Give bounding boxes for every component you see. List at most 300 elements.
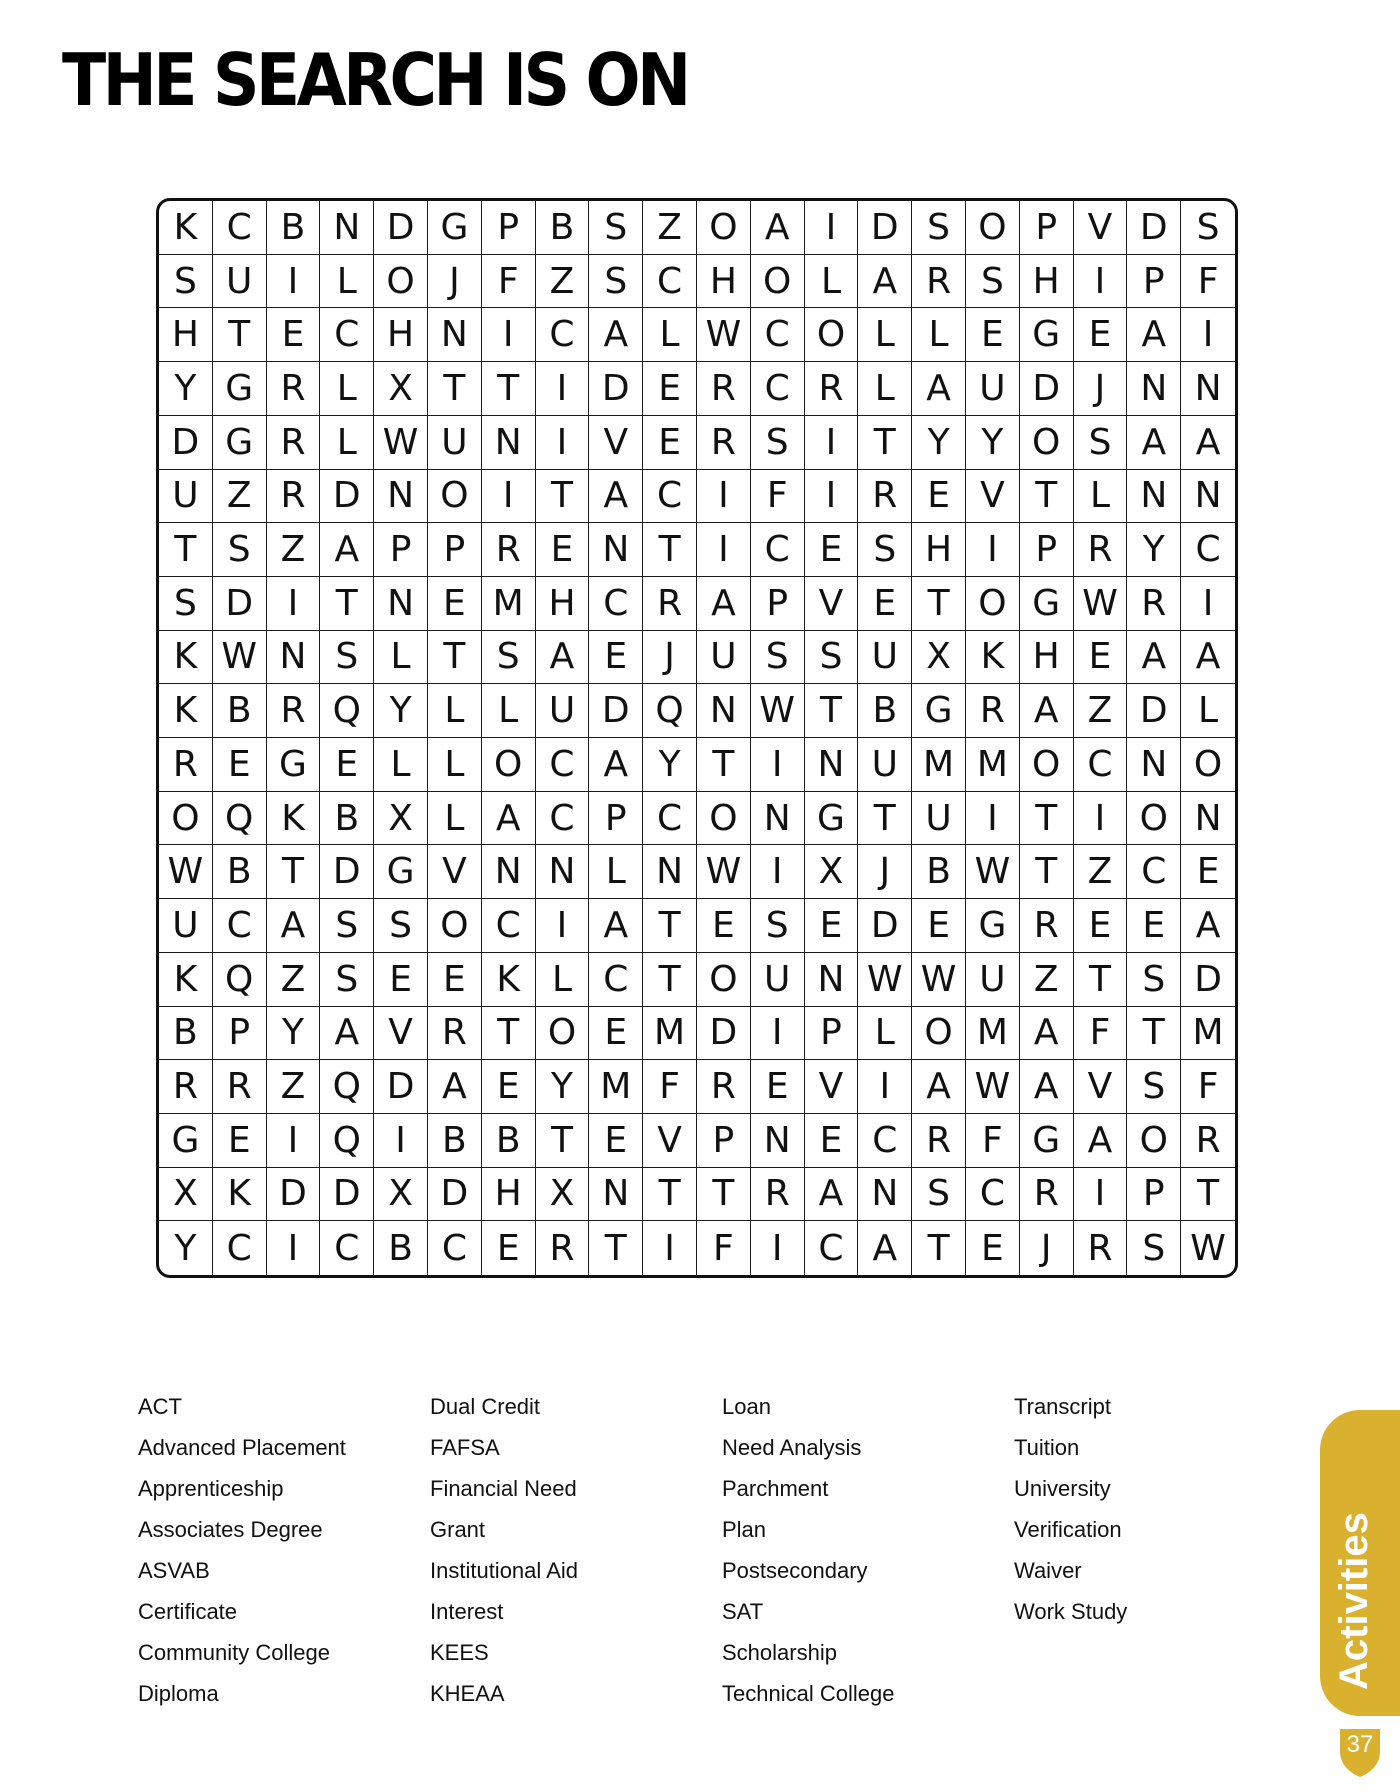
grid-cell[interactable]: E [536, 523, 590, 577]
grid-cell[interactable]: Z [536, 255, 590, 309]
grid-cell[interactable]: R [536, 1221, 590, 1275]
grid-cell[interactable]: A [805, 1168, 859, 1222]
grid-cell[interactable]: L [482, 684, 536, 738]
grid-cell[interactable]: F [482, 255, 536, 309]
grid-cell[interactable]: C [428, 1221, 482, 1275]
grid-cell[interactable]: D [1181, 953, 1235, 1007]
grid-cell[interactable]: C [751, 308, 805, 362]
grid-cell[interactable]: N [1127, 738, 1181, 792]
grid-cell[interactable]: U [213, 255, 267, 309]
grid-cell[interactable]: I [267, 1114, 321, 1168]
grid-cell[interactable]: C [966, 1168, 1020, 1222]
grid-cell[interactable]: T [482, 362, 536, 416]
grid-cell[interactable]: N [374, 577, 428, 631]
grid-cell[interactable]: S [482, 631, 536, 685]
grid-cell[interactable]: U [858, 738, 912, 792]
grid-cell[interactable]: V [1074, 1060, 1128, 1114]
grid-cell[interactable]: N [805, 738, 859, 792]
grid-cell[interactable]: O [966, 577, 1020, 631]
grid-cell[interactable]: Z [1074, 684, 1128, 738]
grid-cell[interactable]: B [267, 201, 321, 255]
grid-cell[interactable]: B [213, 684, 267, 738]
grid-cell[interactable]: C [1074, 738, 1128, 792]
grid-cell[interactable]: S [1127, 953, 1181, 1007]
grid-cell[interactable]: E [912, 470, 966, 524]
grid-cell[interactable]: H [159, 308, 213, 362]
grid-cell[interactable]: D [589, 362, 643, 416]
grid-cell[interactable]: R [697, 1060, 751, 1114]
grid-cell[interactable]: W [697, 308, 751, 362]
grid-cell[interactable]: P [1127, 255, 1181, 309]
grid-cell[interactable]: T [697, 738, 751, 792]
grid-cell[interactable]: B [482, 1114, 536, 1168]
grid-cell[interactable]: G [374, 845, 428, 899]
grid-cell[interactable]: I [697, 470, 751, 524]
grid-cell[interactable]: T [643, 1168, 697, 1222]
grid-cell[interactable]: T [267, 845, 321, 899]
grid-cell[interactable]: P [428, 523, 482, 577]
grid-cell[interactable]: T [858, 792, 912, 846]
grid-cell[interactable]: D [320, 1168, 374, 1222]
grid-cell[interactable]: O [1020, 416, 1074, 470]
grid-cell[interactable]: F [1181, 1060, 1235, 1114]
grid-cell[interactable]: N [589, 523, 643, 577]
grid-cell[interactable]: N [1181, 362, 1235, 416]
grid-cell[interactable]: N [374, 470, 428, 524]
grid-cell[interactable]: A [589, 899, 643, 953]
grid-cell[interactable]: D [374, 201, 428, 255]
grid-cell[interactable]: S [320, 953, 374, 1007]
grid-cell[interactable]: R [697, 416, 751, 470]
grid-cell[interactable]: E [1181, 845, 1235, 899]
grid-cell[interactable]: I [1074, 1168, 1128, 1222]
grid-cell[interactable]: P [1020, 523, 1074, 577]
grid-cell[interactable]: E [428, 577, 482, 631]
grid-cell[interactable]: E [1127, 899, 1181, 953]
grid-cell[interactable]: O [966, 201, 1020, 255]
grid-cell[interactable]: A [1127, 308, 1181, 362]
grid-cell[interactable]: E [805, 899, 859, 953]
grid-cell[interactable]: P [1020, 201, 1074, 255]
grid-cell[interactable]: T [428, 631, 482, 685]
grid-cell[interactable]: U [858, 631, 912, 685]
grid-cell[interactable]: R [1181, 1114, 1235, 1168]
grid-cell[interactable]: W [751, 684, 805, 738]
grid-cell[interactable]: I [751, 738, 805, 792]
grid-cell[interactable]: I [643, 1221, 697, 1275]
grid-cell[interactable]: N [805, 953, 859, 1007]
grid-cell[interactable]: K [159, 631, 213, 685]
grid-cell[interactable]: O [428, 899, 482, 953]
grid-cell[interactable]: E [213, 738, 267, 792]
grid-cell[interactable]: S [1074, 416, 1128, 470]
grid-cell[interactable]: E [589, 1007, 643, 1061]
grid-cell[interactable]: V [374, 1007, 428, 1061]
grid-cell[interactable]: S [1127, 1060, 1181, 1114]
grid-cell[interactable]: W [912, 953, 966, 1007]
grid-cell[interactable]: I [1074, 792, 1128, 846]
grid-cell[interactable]: S [805, 631, 859, 685]
grid-cell[interactable]: P [589, 792, 643, 846]
grid-cell[interactable]: I [858, 1060, 912, 1114]
grid-cell[interactable]: Q [213, 953, 267, 1007]
grid-cell[interactable]: E [966, 308, 1020, 362]
grid-cell[interactable]: L [805, 255, 859, 309]
grid-cell[interactable]: V [643, 1114, 697, 1168]
grid-cell[interactable]: V [428, 845, 482, 899]
grid-cell[interactable]: W [966, 845, 1020, 899]
grid-cell[interactable]: D [374, 1060, 428, 1114]
grid-cell[interactable]: C [589, 577, 643, 631]
grid-cell[interactable]: I [1074, 255, 1128, 309]
grid-cell[interactable]: J [1074, 362, 1128, 416]
grid-cell[interactable]: L [320, 362, 374, 416]
grid-cell[interactable]: I [966, 523, 1020, 577]
grid-cell[interactable]: G [213, 362, 267, 416]
grid-cell[interactable]: O [536, 1007, 590, 1061]
grid-cell[interactable]: Y [159, 1221, 213, 1275]
grid-cell[interactable]: V [966, 470, 1020, 524]
grid-cell[interactable]: C [1181, 523, 1235, 577]
grid-cell[interactable]: B [213, 845, 267, 899]
grid-cell[interactable]: E [1074, 308, 1128, 362]
grid-cell[interactable]: S [912, 1168, 966, 1222]
grid-cell[interactable]: B [912, 845, 966, 899]
grid-cell[interactable]: R [1074, 1221, 1128, 1275]
grid-cell[interactable]: B [159, 1007, 213, 1061]
grid-cell[interactable]: I [751, 1221, 805, 1275]
grid-cell[interactable]: A [1127, 416, 1181, 470]
grid-cell[interactable]: T [1181, 1168, 1235, 1222]
grid-cell[interactable]: D [1020, 362, 1074, 416]
grid-cell[interactable]: O [374, 255, 428, 309]
grid-cell[interactable]: N [1127, 470, 1181, 524]
grid-cell[interactable]: D [159, 416, 213, 470]
grid-cell[interactable]: A [589, 738, 643, 792]
grid-cell[interactable]: T [1127, 1007, 1181, 1061]
grid-cell[interactable]: N [1127, 362, 1181, 416]
grid-cell[interactable]: G [159, 1114, 213, 1168]
grid-cell[interactable]: X [374, 362, 428, 416]
grid-cell[interactable]: O [428, 470, 482, 524]
grid-cell[interactable]: C [1127, 845, 1181, 899]
grid-cell[interactable]: K [267, 792, 321, 846]
grid-cell[interactable]: D [428, 1168, 482, 1222]
grid-cell[interactable]: L [643, 308, 697, 362]
grid-cell[interactable]: V [805, 1060, 859, 1114]
grid-cell[interactable]: V [589, 416, 643, 470]
grid-cell[interactable]: D [697, 1007, 751, 1061]
grid-cell[interactable]: T [589, 1221, 643, 1275]
grid-cell[interactable]: A [536, 631, 590, 685]
grid-cell[interactable]: I [482, 470, 536, 524]
grid-cell[interactable]: M [589, 1060, 643, 1114]
grid-cell[interactable]: I [805, 470, 859, 524]
grid-cell[interactable]: A [1020, 1060, 1074, 1114]
grid-cell[interactable]: K [213, 1168, 267, 1222]
grid-cell[interactable]: A [1020, 684, 1074, 738]
grid-cell[interactable]: E [320, 738, 374, 792]
grid-cell[interactable]: W [374, 416, 428, 470]
grid-cell[interactable]: Q [643, 684, 697, 738]
grid-cell[interactable]: S [1127, 1221, 1181, 1275]
grid-cell[interactable]: R [751, 1168, 805, 1222]
grid-cell[interactable]: A [912, 362, 966, 416]
grid-cell[interactable]: O [751, 255, 805, 309]
grid-cell[interactable]: C [213, 1221, 267, 1275]
grid-cell[interactable]: Z [213, 470, 267, 524]
grid-cell[interactable]: E [482, 1060, 536, 1114]
grid-cell[interactable]: E [858, 577, 912, 631]
grid-cell[interactable]: C [536, 792, 590, 846]
grid-cell[interactable]: R [1074, 523, 1128, 577]
grid-cell[interactable]: J [858, 845, 912, 899]
grid-cell[interactable]: Z [267, 953, 321, 1007]
grid-cell[interactable]: I [1181, 577, 1235, 631]
grid-cell[interactable]: W [1074, 577, 1128, 631]
grid-cell[interactable]: G [805, 792, 859, 846]
grid-cell[interactable]: F [1074, 1007, 1128, 1061]
grid-cell[interactable]: T [213, 308, 267, 362]
grid-cell[interactable]: N [482, 416, 536, 470]
grid-cell[interactable]: C [643, 792, 697, 846]
grid-cell[interactable]: O [1020, 738, 1074, 792]
grid-cell[interactable]: I [536, 362, 590, 416]
grid-cell[interactable]: R [1127, 577, 1181, 631]
grid-cell[interactable]: S [213, 523, 267, 577]
grid-cell[interactable]: P [1127, 1168, 1181, 1222]
grid-cell[interactable]: I [697, 523, 751, 577]
grid-cell[interactable]: I [751, 1007, 805, 1061]
grid-cell[interactable]: E [1074, 899, 1128, 953]
grid-cell[interactable]: T [697, 1168, 751, 1222]
grid-cell[interactable]: I [751, 845, 805, 899]
grid-cell[interactable]: S [858, 523, 912, 577]
grid-cell[interactable]: W [159, 845, 213, 899]
grid-cell[interactable]: O [697, 201, 751, 255]
grid-cell[interactable]: S [374, 899, 428, 953]
grid-cell[interactable]: R [159, 738, 213, 792]
grid-cell[interactable]: I [267, 577, 321, 631]
grid-cell[interactable]: T [482, 1007, 536, 1061]
grid-cell[interactable]: C [751, 362, 805, 416]
grid-cell[interactable]: K [482, 953, 536, 1007]
grid-cell[interactable]: E [912, 899, 966, 953]
grid-cell[interactable]: W [966, 1060, 1020, 1114]
grid-cell[interactable]: T [643, 953, 697, 1007]
grid-cell[interactable]: I [374, 1114, 428, 1168]
grid-cell[interactable]: W [697, 845, 751, 899]
grid-cell[interactable]: N [320, 201, 374, 255]
grid-cell[interactable]: I [482, 308, 536, 362]
grid-cell[interactable]: F [697, 1221, 751, 1275]
grid-cell[interactable]: D [1127, 201, 1181, 255]
grid-cell[interactable]: G [1020, 577, 1074, 631]
grid-cell[interactable]: X [374, 1168, 428, 1222]
grid-cell[interactable]: S [912, 201, 966, 255]
grid-cell[interactable]: P [805, 1007, 859, 1061]
grid-cell[interactable]: S [751, 631, 805, 685]
grid-cell[interactable]: E [751, 1060, 805, 1114]
grid-cell[interactable]: L [536, 953, 590, 1007]
grid-cell[interactable]: Y [1127, 523, 1181, 577]
grid-cell[interactable]: C [751, 523, 805, 577]
grid-cell[interactable]: D [213, 577, 267, 631]
grid-cell[interactable]: X [159, 1168, 213, 1222]
grid-cell[interactable]: G [912, 684, 966, 738]
grid-cell[interactable]: S [320, 899, 374, 953]
grid-cell[interactable]: E [482, 1221, 536, 1275]
grid-cell[interactable]: S [159, 255, 213, 309]
grid-cell[interactable]: C [320, 308, 374, 362]
grid-cell[interactable]: O [159, 792, 213, 846]
grid-cell[interactable]: O [697, 953, 751, 1007]
grid-cell[interactable]: R [858, 470, 912, 524]
grid-cell[interactable]: J [428, 255, 482, 309]
grid-cell[interactable]: A [1181, 631, 1235, 685]
grid-cell[interactable]: A [697, 577, 751, 631]
grid-cell[interactable]: Q [320, 684, 374, 738]
grid-cell[interactable]: G [1020, 1114, 1074, 1168]
grid-cell[interactable]: N [536, 845, 590, 899]
grid-cell[interactable]: E [589, 1114, 643, 1168]
grid-cell[interactable]: I [805, 416, 859, 470]
grid-cell[interactable]: G [267, 738, 321, 792]
grid-cell[interactable]: U [159, 470, 213, 524]
grid-cell[interactable]: F [643, 1060, 697, 1114]
grid-cell[interactable]: C [805, 1221, 859, 1275]
grid-cell[interactable]: T [912, 577, 966, 631]
grid-cell[interactable]: W [213, 631, 267, 685]
grid-cell[interactable]: H [482, 1168, 536, 1222]
grid-cell[interactable]: L [320, 255, 374, 309]
grid-cell[interactable]: A [428, 1060, 482, 1114]
grid-cell[interactable]: O [805, 308, 859, 362]
grid-cell[interactable]: T [428, 362, 482, 416]
grid-cell[interactable]: L [858, 1007, 912, 1061]
grid-cell[interactable]: Y [374, 684, 428, 738]
grid-cell[interactable]: R [267, 362, 321, 416]
grid-cell[interactable]: R [267, 416, 321, 470]
grid-cell[interactable]: A [1181, 899, 1235, 953]
grid-cell[interactable]: N [1181, 470, 1235, 524]
grid-cell[interactable]: R [267, 684, 321, 738]
grid-cell[interactable]: A [320, 523, 374, 577]
grid-cell[interactable]: P [697, 1114, 751, 1168]
grid-cell[interactable]: R [1020, 899, 1074, 953]
grid-cell[interactable]: D [1127, 684, 1181, 738]
grid-cell[interactable]: G [1020, 308, 1074, 362]
grid-cell[interactable]: T [536, 470, 590, 524]
grid-cell[interactable]: A [482, 792, 536, 846]
grid-cell[interactable]: A [1020, 1007, 1074, 1061]
grid-cell[interactable]: M [1181, 1007, 1235, 1061]
grid-cell[interactable]: T [858, 416, 912, 470]
grid-cell[interactable]: F [751, 470, 805, 524]
grid-cell[interactable]: S [1181, 201, 1235, 255]
grid-cell[interactable]: R [213, 1060, 267, 1114]
grid-cell[interactable]: T [1020, 845, 1074, 899]
grid-cell[interactable]: T [1020, 792, 1074, 846]
grid-cell[interactable]: N [589, 1168, 643, 1222]
grid-cell[interactable]: P [751, 577, 805, 631]
grid-cell[interactable]: C [482, 899, 536, 953]
grid-cell[interactable]: N [482, 845, 536, 899]
grid-cell[interactable]: Z [267, 523, 321, 577]
grid-cell[interactable]: U [428, 416, 482, 470]
grid-cell[interactable]: R [482, 523, 536, 577]
grid-cell[interactable]: C [536, 308, 590, 362]
grid-cell[interactable]: U [536, 684, 590, 738]
grid-cell[interactable]: D [267, 1168, 321, 1222]
grid-cell[interactable]: K [159, 953, 213, 1007]
grid-cell[interactable]: C [536, 738, 590, 792]
grid-cell[interactable]: Y [912, 416, 966, 470]
grid-cell[interactable]: L [428, 792, 482, 846]
grid-cell[interactable]: Y [966, 416, 1020, 470]
grid-cell[interactable]: D [320, 470, 374, 524]
grid-cell[interactable]: N [751, 792, 805, 846]
grid-cell[interactable]: O [1127, 1114, 1181, 1168]
grid-cell[interactable]: A [1181, 416, 1235, 470]
grid-cell[interactable]: G [428, 201, 482, 255]
grid-cell[interactable]: L [858, 362, 912, 416]
grid-cell[interactable]: E [374, 953, 428, 1007]
grid-cell[interactable]: E [213, 1114, 267, 1168]
grid-cell[interactable]: D [858, 201, 912, 255]
grid-cell[interactable]: Z [643, 201, 697, 255]
grid-cell[interactable]: G [966, 899, 1020, 953]
grid-cell[interactable]: C [213, 201, 267, 255]
grid-cell[interactable]: R [643, 577, 697, 631]
grid-cell[interactable]: H [697, 255, 751, 309]
grid-cell[interactable]: B [858, 684, 912, 738]
grid-cell[interactable]: N [751, 1114, 805, 1168]
grid-cell[interactable]: N [643, 845, 697, 899]
grid-cell[interactable]: R [966, 684, 1020, 738]
grid-cell[interactable]: R [428, 1007, 482, 1061]
grid-cell[interactable]: O [482, 738, 536, 792]
grid-cell[interactable]: P [213, 1007, 267, 1061]
grid-cell[interactable]: C [643, 255, 697, 309]
grid-cell[interactable]: H [912, 523, 966, 577]
grid-cell[interactable]: P [374, 523, 428, 577]
grid-cell[interactable]: M [912, 738, 966, 792]
grid-cell[interactable]: X [374, 792, 428, 846]
grid-cell[interactable]: I [1181, 308, 1235, 362]
grid-cell[interactable]: L [428, 684, 482, 738]
grid-cell[interactable]: I [536, 416, 590, 470]
grid-cell[interactable]: T [536, 1114, 590, 1168]
grid-cell[interactable]: T [1074, 953, 1128, 1007]
grid-cell[interactable]: B [320, 792, 374, 846]
grid-cell[interactable]: E [805, 1114, 859, 1168]
grid-cell[interactable]: W [1190, 1227, 1226, 1269]
grid-cell[interactable]: X [912, 631, 966, 685]
grid-cell[interactable]: D [858, 899, 912, 953]
grid-cell[interactable]: I [267, 255, 321, 309]
grid-cell[interactable]: M [643, 1007, 697, 1061]
grid-cell[interactable]: B [428, 1114, 482, 1168]
grid-cell[interactable]: N [858, 1168, 912, 1222]
grid-cell[interactable]: B [536, 201, 590, 255]
grid-cell[interactable]: M [966, 738, 1020, 792]
grid-cell[interactable]: T [805, 684, 859, 738]
grid-cell[interactable]: J [643, 631, 697, 685]
grid-cell[interactable]: H [1020, 255, 1074, 309]
grid-cell[interactable]: T [320, 577, 374, 631]
grid-cell[interactable]: I [536, 899, 590, 953]
